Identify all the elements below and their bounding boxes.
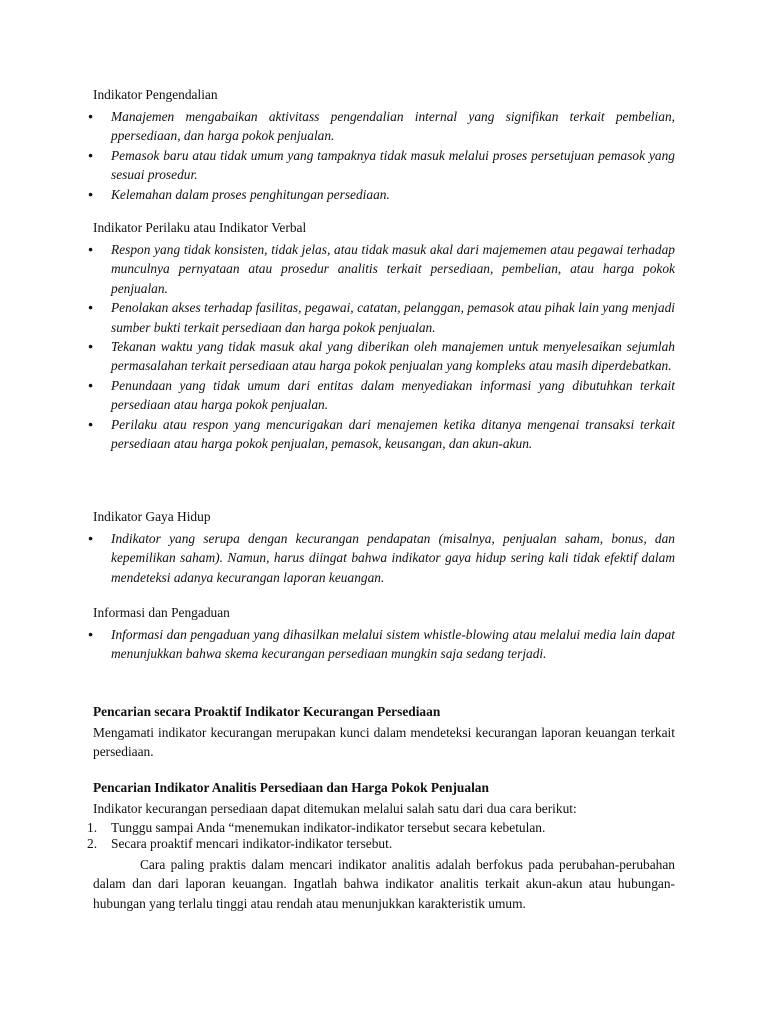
bullet-list-pengendalian <box>0 107 675 204</box>
bullet-list-informasi <box>0 625 675 664</box>
list-number: 2. <box>87 835 98 851</box>
proactive-body: Mengamati indikator kecurangan merupakan kunci dalam mendeteksi kecurangan laporan keuangan terkait persediaan. <box>93 725 675 760</box>
proactive-heading: Pencarian secara Proaktif Indikator Kecurangan Persediaan <box>93 704 441 719</box>
list-item: ● Indikator yang serupa dengan kecurangan pendapatan (misalnya, penjualan saham, bonus, dan kepemilikan saham). Namun, harus diingat bahwa indikator gaya hidup sering kali tidak efektif dalam mendeteksi adanya kecurangan laporan keuangan. <box>0 529 675 587</box>
list-item: ● Respon yang tidak konsisten, tidak jelas, atau tidak masuk akal dari majememen atau pegawai terhadap munculnya pernyataan atau prosedur analitis terkait persediaan, pembelian, atau harga pokok penjualan. <box>0 240 675 298</box>
list-item: ● Tekanan waktu yang tidak masuk akal yang diberikan oleh manajemen untuk menyelesaikan sejumlah permasalahan terkait persediaan atau harga pokok penjualan yang kompleks atau masih diperdebatkan. <box>0 337 675 376</box>
list-text: Tunggu sampai Anda “menemukan indikator-indikator tersebut secara kebetulan. <box>111 820 546 835</box>
list-item: ● Informasi dan pengaduan yang dihasilkan melalui sistem whistle-blowing atau melalui media lain dapat menunjukkan bahwa skema kecurangan persediaan mungkin saja sedang terjadi. <box>0 625 675 664</box>
bullet-list-gaya-hidup <box>0 529 675 587</box>
section-heading-perilaku: Indikator Perilaku atau Indikator Verbal <box>93 220 307 235</box>
list-item: ● Manajemen mengabaikan aktivitass pengendalian internal yang signifikan terkait pembelian, ppersediaan, dan harga pokok penjualan. <box>0 107 675 146</box>
analytical-heading: Pencarian Indikator Analitis Persediaan dan Harga Pokok Penjualan <box>93 780 489 795</box>
list-item: ● Penundaan yang tidak umum dari entitas dalam menyediakan informasi yang dibutuhkan terkait persediaan atau harga pokok penjualan. <box>0 376 675 415</box>
list-item: ● Pemasok baru atau tidak umum yang tampaknya tidak masuk melalui proses persetujuan pemasok yang sesuai prosedur. <box>0 146 675 185</box>
analytical-intro: Indikator kecurangan persediaan dapat ditemukan melalui salah satu dari dua cara berikut: <box>93 801 577 816</box>
section-heading-informasi: Informasi dan Pengaduan <box>93 605 230 620</box>
section-heading-gaya-hidup: Indikator Gaya Hidup <box>93 509 211 524</box>
numbered-list <box>0 820 545 852</box>
list-item: ● Kelemahan dalam proses penghitungan persediaan. <box>0 185 675 204</box>
list-text: Secara proaktif mencari indikator-indikator tersebut. <box>111 835 393 851</box>
list-item: ● Penolakan akses terhadap fasilitas, pegawai, catatan, pelanggan, pemasok atau pihak lain yang menjadi sumber bukti terkait persediaan dan harga pokok penjualan. <box>0 298 675 337</box>
list-number: 1. <box>87 820 98 835</box>
section-heading-pengendalian: Indikator Pengendalian <box>93 87 218 102</box>
list-item <box>0 820 545 836</box>
bullet-list-perilaku <box>0 240 675 453</box>
analytical-closing: Cara paling praktis dalam mencari indikator analitis adalah berfokus pada perubahan-perubahan dalam dan dari laporan keuangan. Ingatlah bahwa indikator analitis terkait akun-akun atau hubungan-hubungan yang terlalu tinggi atau rendah atau menunjukkan karakteristik umum. <box>93 857 675 911</box>
list-item: ● Perilaku atau respon yang mencurigakan dari menajemen ketika ditanya mengenai transaksi terkait persediaan atau harga pokok penjualan, pemasok, keusangan, dan akun-akun. <box>0 415 675 454</box>
list-item <box>0 836 545 852</box>
